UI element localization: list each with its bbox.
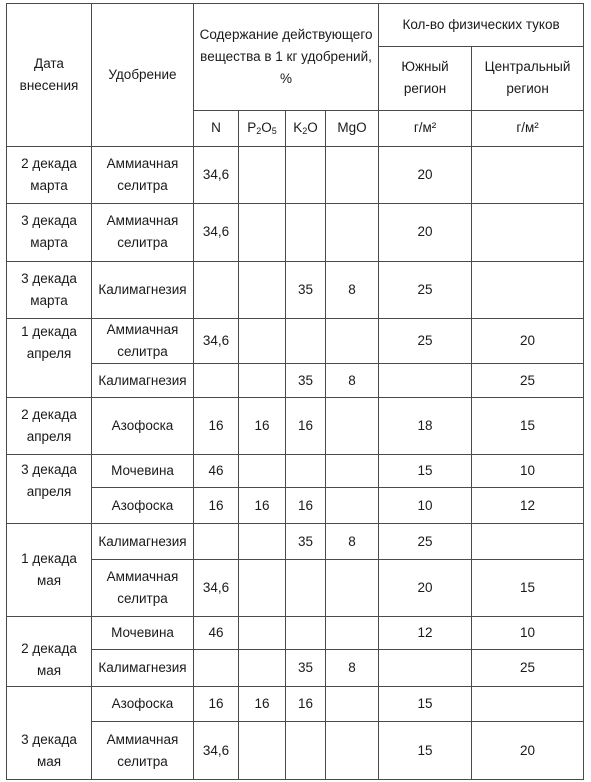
fertilizer-cell: Азофоска	[92, 488, 194, 524]
header-p2o5: $P_2O_5$	[239, 110, 286, 146]
central-cell: 25	[472, 650, 584, 687]
p2o5-cell	[239, 146, 286, 203]
central-cell: 15	[472, 560, 584, 616]
mgo-cell	[326, 318, 379, 363]
mgo-cell	[326, 146, 379, 203]
fertilizer-cell: Аммиачная селитра	[92, 318, 194, 363]
south-cell	[379, 364, 472, 398]
fertilizer-cell: Аммиачная селитра	[92, 146, 194, 203]
date-cell: 2 декада мая	[7, 616, 92, 686]
fertilizer-table	[6, 3, 584, 780]
p2o5-cell	[239, 616, 286, 649]
n-cell	[194, 650, 239, 687]
table-row	[7, 454, 584, 487]
table-row	[7, 650, 584, 687]
date-cell: 2 декада марта	[7, 146, 92, 203]
p2o5-cell: 16	[239, 687, 286, 722]
p2o5-cell	[239, 560, 286, 616]
mgo-cell	[326, 687, 379, 722]
n-cell	[194, 364, 239, 398]
mgo-cell	[326, 454, 379, 487]
header-central: Центральный регион	[472, 47, 584, 110]
mgo-cell	[326, 204, 379, 261]
mgo-cell: 8	[326, 364, 379, 398]
table-row	[7, 687, 584, 722]
table-row	[7, 146, 584, 203]
header-unit-central: г/м²	[472, 110, 584, 146]
mgo-cell	[326, 560, 379, 616]
k2o-cell: 35	[286, 261, 326, 318]
fertilizer-cell: Калимагнезия	[92, 261, 194, 318]
k2o-cell: 16	[286, 488, 326, 524]
south-cell: 15	[379, 687, 472, 722]
table-row	[7, 318, 584, 363]
n-cell: 34,6	[194, 722, 239, 780]
south-cell: 15	[379, 454, 472, 487]
k2o-cell: 16	[286, 687, 326, 722]
k2o-cell: 35	[286, 650, 326, 687]
south-cell: 25	[379, 261, 472, 318]
k2o-cell	[286, 722, 326, 780]
mgo-cell: 8	[326, 261, 379, 318]
south-cell	[379, 650, 472, 687]
table-row	[7, 616, 584, 649]
table-row	[7, 398, 584, 454]
header-unit-south: г/м²	[379, 110, 472, 146]
n-cell: 34,6	[194, 204, 239, 261]
k2o-cell: 35	[286, 524, 326, 560]
n-cell: 46	[194, 454, 239, 487]
date-cell: 3 декада марта	[7, 204, 92, 261]
table-row	[7, 488, 584, 524]
n-cell	[194, 524, 239, 560]
header-quantity: Кол-во физических туков	[379, 4, 584, 47]
n-cell	[194, 261, 239, 318]
p2o5-cell	[239, 364, 286, 398]
central-cell	[472, 261, 584, 318]
k2o-cell	[286, 616, 326, 649]
mgo-cell	[326, 722, 379, 780]
header-fertilizer: Удобрение	[92, 4, 194, 147]
date-cell: 1 декада мая	[7, 524, 92, 617]
fertilizer-cell: Мочевина	[92, 454, 194, 487]
fertilizer-cell: Калимагнезия	[92, 364, 194, 398]
date-cell: 3 декада мая	[7, 687, 92, 780]
fertilizer-cell: Калимагнезия	[92, 524, 194, 560]
n-cell: 46	[194, 616, 239, 649]
n-cell: 16	[194, 488, 239, 524]
date-cell: 3 декада апреля	[7, 454, 92, 523]
central-cell	[472, 687, 584, 722]
p2o5-cell	[239, 261, 286, 318]
k2o-cell	[286, 454, 326, 487]
central-cell	[472, 204, 584, 261]
mgo-cell	[326, 398, 379, 454]
n-cell: 16	[194, 398, 239, 454]
south-cell: 15	[379, 722, 472, 780]
p2o5-cell	[239, 454, 286, 487]
k2o-cell	[286, 146, 326, 203]
fertilizer-cell: Аммиачная селитра	[92, 204, 194, 261]
central-cell: 25	[472, 364, 584, 398]
fertilizer-cell: Азофоска	[92, 687, 194, 722]
table-row	[7, 364, 584, 398]
fertilizer-cell: Азофоска	[92, 398, 194, 454]
south-cell: 25	[379, 524, 472, 560]
n-cell: 34,6	[194, 560, 239, 616]
central-cell: 20	[472, 318, 584, 363]
table-row	[7, 524, 584, 560]
p2o5-cell	[239, 204, 286, 261]
central-cell: 12	[472, 488, 584, 524]
south-cell: 20	[379, 204, 472, 261]
n-cell: 16	[194, 687, 239, 722]
date-cell: 1 декада апреля	[7, 318, 92, 398]
fertilizer-cell: Аммиачная селитра	[92, 722, 194, 780]
k2o-cell	[286, 204, 326, 261]
central-cell: 15	[472, 398, 584, 454]
header-content: Содержание действующего вещества в 1 кг удобрений, %	[194, 4, 379, 111]
south-cell: 25	[379, 318, 472, 363]
central-cell	[472, 146, 584, 203]
date-cell: 2 декада апреля	[7, 398, 92, 454]
k2o-cell	[286, 318, 326, 363]
header-date: Дата внесения	[7, 4, 92, 147]
south-cell: 20	[379, 146, 472, 203]
table-row	[7, 560, 584, 616]
n-cell: 34,6	[194, 318, 239, 363]
table-row	[7, 722, 584, 780]
mgo-cell	[326, 616, 379, 649]
mgo-cell: 8	[326, 650, 379, 687]
fertilizer-cell: Мочевина	[92, 616, 194, 649]
p2o5-cell: 16	[239, 398, 286, 454]
mgo-cell: 8	[326, 524, 379, 560]
header-south: Южный регион	[379, 47, 472, 110]
header-mgo: MgO	[326, 110, 379, 146]
p2o5-cell	[239, 318, 286, 363]
fertilizer-cell: Аммиачная селитра	[92, 560, 194, 616]
p2o5-cell: 16	[239, 488, 286, 524]
header-n: N	[194, 110, 239, 146]
south-cell: 10	[379, 488, 472, 524]
n-cell: 34,6	[194, 146, 239, 203]
k2o-cell: 35	[286, 364, 326, 398]
south-cell: 18	[379, 398, 472, 454]
k2o-cell: 16	[286, 398, 326, 454]
p2o5-cell	[239, 524, 286, 560]
mgo-cell	[326, 488, 379, 524]
p2o5-cell	[239, 650, 286, 687]
date-cell: 3 декада марта	[7, 261, 92, 318]
k2o-cell	[286, 560, 326, 616]
header-k2o: $K_2O$	[286, 110, 326, 146]
south-cell: 12	[379, 616, 472, 649]
p2o5-cell	[239, 722, 286, 780]
central-cell: 10	[472, 616, 584, 649]
south-cell: 20	[379, 560, 472, 616]
central-cell: 10	[472, 454, 584, 487]
table-row	[7, 204, 584, 261]
central-cell	[472, 524, 584, 560]
central-cell: 20	[472, 722, 584, 780]
table-row	[7, 261, 584, 318]
fertilizer-cell: Калимагнезия	[92, 650, 194, 687]
